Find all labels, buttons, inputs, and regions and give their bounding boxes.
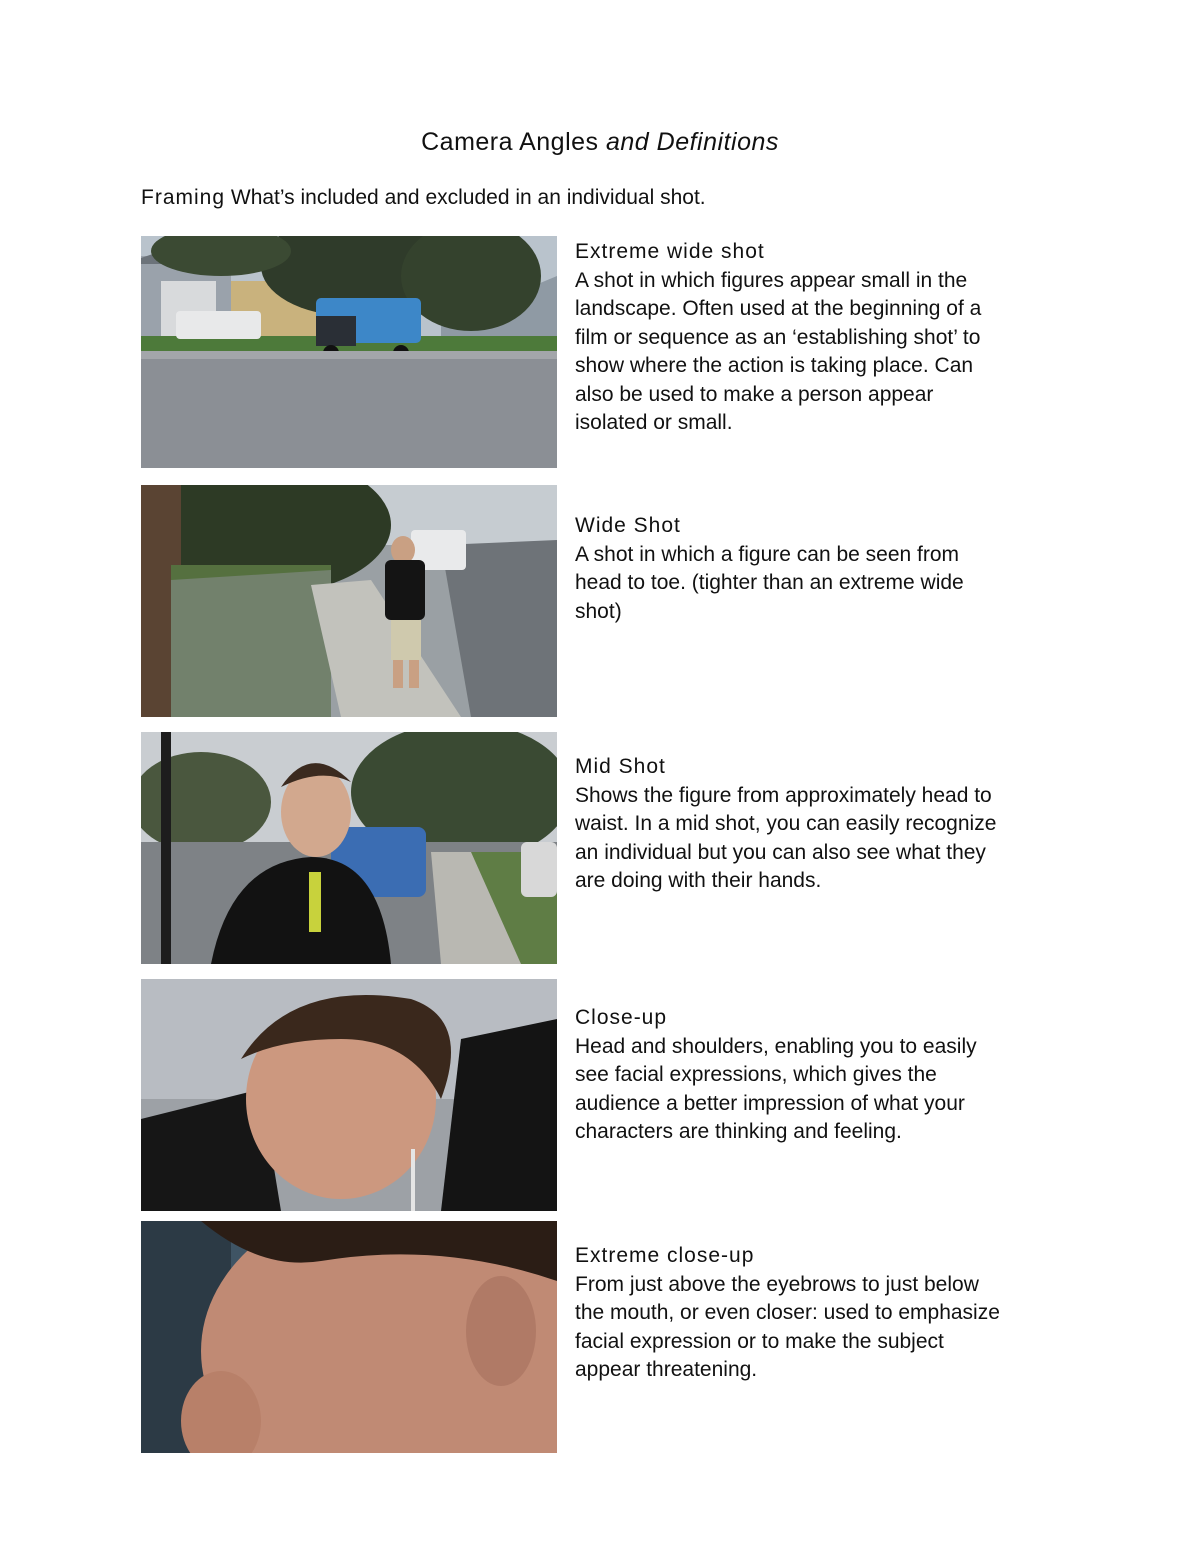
shot-body: From just above the eyebrows to just below the mouth, or even closer: used to emphasize facial expression or to make the subject appear threatening. [575, 1272, 1000, 1381]
extreme-wide-shot-description [575, 238, 1075, 438]
framing-intro [141, 186, 706, 210]
mid-shot-description [575, 753, 1075, 896]
wide-shot-description [575, 512, 1075, 626]
shot-heading: Mid Shot [575, 755, 666, 778]
page-title [0, 128, 1200, 157]
close-up-description [575, 1004, 1075, 1147]
shot-heading: Extreme wide shot [575, 240, 765, 263]
shot-heading: Wide Shot [575, 514, 681, 537]
shot-heading: Extreme close-up [575, 1244, 755, 1267]
extreme-wide-shot-photo [141, 236, 557, 468]
shot-body: Head and shoulders, enabling you to easily see facial expressions, which gives the audience a better impression of what your characters are thinking and feeling. [575, 1034, 977, 1143]
wide-shot-photo [141, 485, 557, 717]
shot-body: Shows the figure from approximately head to waist. In a mid shot, you can easily recognize an individual but you can also see what they are doing with their hands. [575, 783, 997, 892]
mid-shot-photo [141, 732, 557, 964]
intro-lead: Framing [141, 186, 226, 209]
intro-text: What’s included and excluded in an individual shot. [230, 186, 706, 209]
close-up-photo [141, 979, 557, 1211]
title-italic: and Definitions [606, 128, 779, 156]
title-main: Camera Angles [421, 128, 599, 156]
shot-body: A shot in which a figure can be seen from head to toe. (tighter than an extreme wide shot) [575, 542, 964, 623]
shot-body: A shot in which figures appear small in the landscape. Often used at the beginning of a film or sequence as an ‘establishing shot’ to show where the action is taking place. Can also be used to make a person appear isolated or small. [575, 268, 982, 434]
extreme-close-up-photo [141, 1221, 557, 1453]
extreme-close-up-description [575, 1242, 1075, 1385]
shot-heading: Close-up [575, 1006, 668, 1029]
